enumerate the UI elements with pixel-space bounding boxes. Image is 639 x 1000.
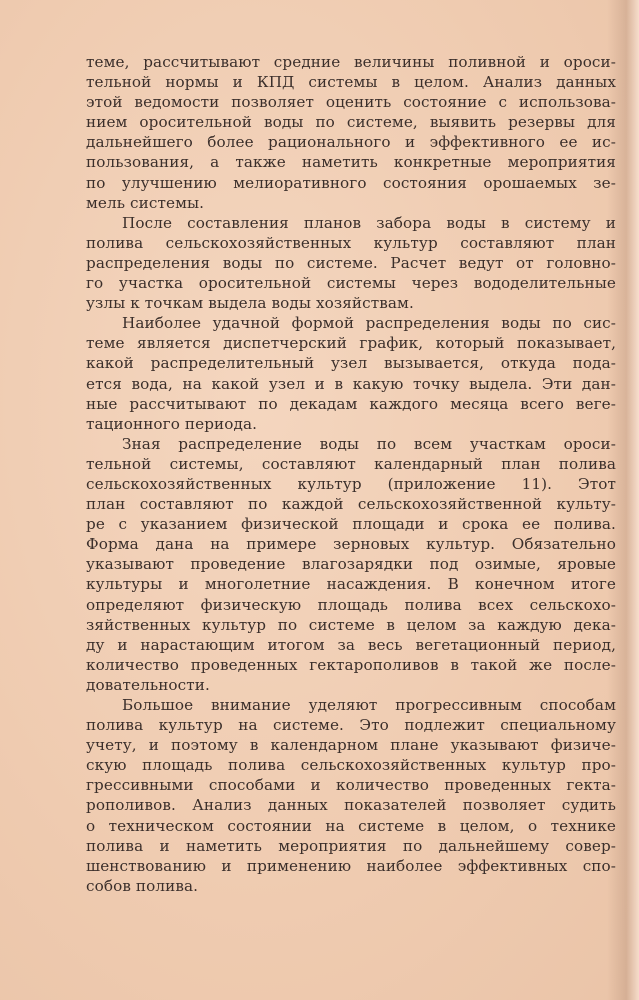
text-line: полива культур на системе. Это подлежит специальному: [86, 716, 616, 735]
text-line: Форма дана на примере зерновых культур. Обязательно: [86, 535, 616, 554]
text-line: ется вода, на какой узел и в какую точку выдела. Эти дан-: [86, 374, 616, 393]
paragraph-5: [86, 695, 616, 896]
paragraph-3: [86, 313, 616, 434]
text-line: узлы к точкам выдела воды хозяйствам.: [86, 294, 414, 313]
text-line: Большое внимание уделяют прогрессивным способам: [122, 696, 616, 714]
text-line: какой распределительный узел вызывается, откуда пода-: [86, 354, 616, 373]
text-line: собов полива.: [86, 876, 199, 895]
text-line: зяйственных культур по системе в целом за каждую дека-: [86, 615, 616, 634]
text-line: Зная распределение воды по всем участкам ороси-: [122, 434, 616, 453]
text-line: этой ведомости позволяет оценить состояние с использова-: [86, 93, 616, 112]
text-line: теме, рассчитывают средние величины поливной и ороси-: [86, 53, 616, 71]
text-line: пользования, а также наметить конкретные мероприятия: [86, 153, 616, 172]
text-line: тационного периода.: [86, 414, 258, 433]
text-line: нием оросительной воды по системе, выявить резервы для: [86, 113, 616, 132]
text-line: теме является диспетчерский график, который показывает,: [86, 334, 616, 353]
page-body-text: [86, 52, 616, 896]
text-line: тельной системы, составляют календарный план полива: [86, 454, 616, 473]
text-line: определяют физическую площадь полива всех сельскохо-: [86, 595, 616, 614]
text-line: сельскохозяйственных культур (приложение 11). Этот: [86, 474, 616, 493]
text-line: план составляют по каждой сельскохозяйственной культу-: [86, 495, 616, 514]
text-line: рополивов. Анализ данных показателей позволяет судить: [86, 796, 616, 815]
text-line: полива сельскохозяйственных культур составляют план: [86, 233, 616, 252]
text-line: мель системы.: [86, 193, 205, 212]
text-line: по улучшению мелиоративного состояния орошаемых зе-: [86, 173, 616, 192]
text-line: культуры и многолетние насаждения. В конечном итоге: [86, 575, 616, 594]
text-line: Наиболее удачной формой распределения воды по сис-: [122, 314, 616, 333]
text-line: довательности.: [86, 675, 210, 694]
text-line: о техническом состоянии на системе в целом, о технике: [86, 816, 616, 835]
text-line: ные рассчитывают по декадам каждого месяца всего веге-: [86, 394, 616, 413]
text-line: скую площадь полива сельскохозяйственных культур про-: [86, 756, 616, 775]
text-line: ре с указанием физической площади и срока ее полива.: [86, 515, 616, 534]
text-line: шенствованию и применению наиболее эффективных спо-: [86, 856, 616, 875]
text-line: ду и нарастающим итогом за весь вегетационный период,: [86, 635, 616, 654]
text-line: полива и наметить мероприятия по дальнейшему совер-: [86, 836, 616, 855]
paragraph-4: [86, 434, 616, 695]
text-line: количество проведенных гектарополивов в такой же после-: [86, 655, 616, 674]
text-line: распределения воды по системе. Расчет ведут от головно-: [86, 253, 616, 272]
text-line: После составления планов забора воды в систему и: [122, 213, 616, 232]
text-line: го участка оросительной системы через вододелительные: [86, 274, 616, 293]
paragraph-2: [86, 213, 616, 313]
text-line: дальнейшего более рационального и эффективного ее ис-: [86, 133, 616, 152]
text-line: учету, и поэтому в календарном плане указывают физиче-: [86, 736, 616, 755]
text-line: тельной нормы и КПД системы в целом. Анализ данных: [86, 73, 616, 92]
text-line: грессивными способами и количество проведенных гекта-: [86, 776, 616, 795]
paragraph-1: [86, 52, 616, 213]
text-line: указывают проведение влагозарядки под озимые, яровые: [86, 555, 616, 574]
